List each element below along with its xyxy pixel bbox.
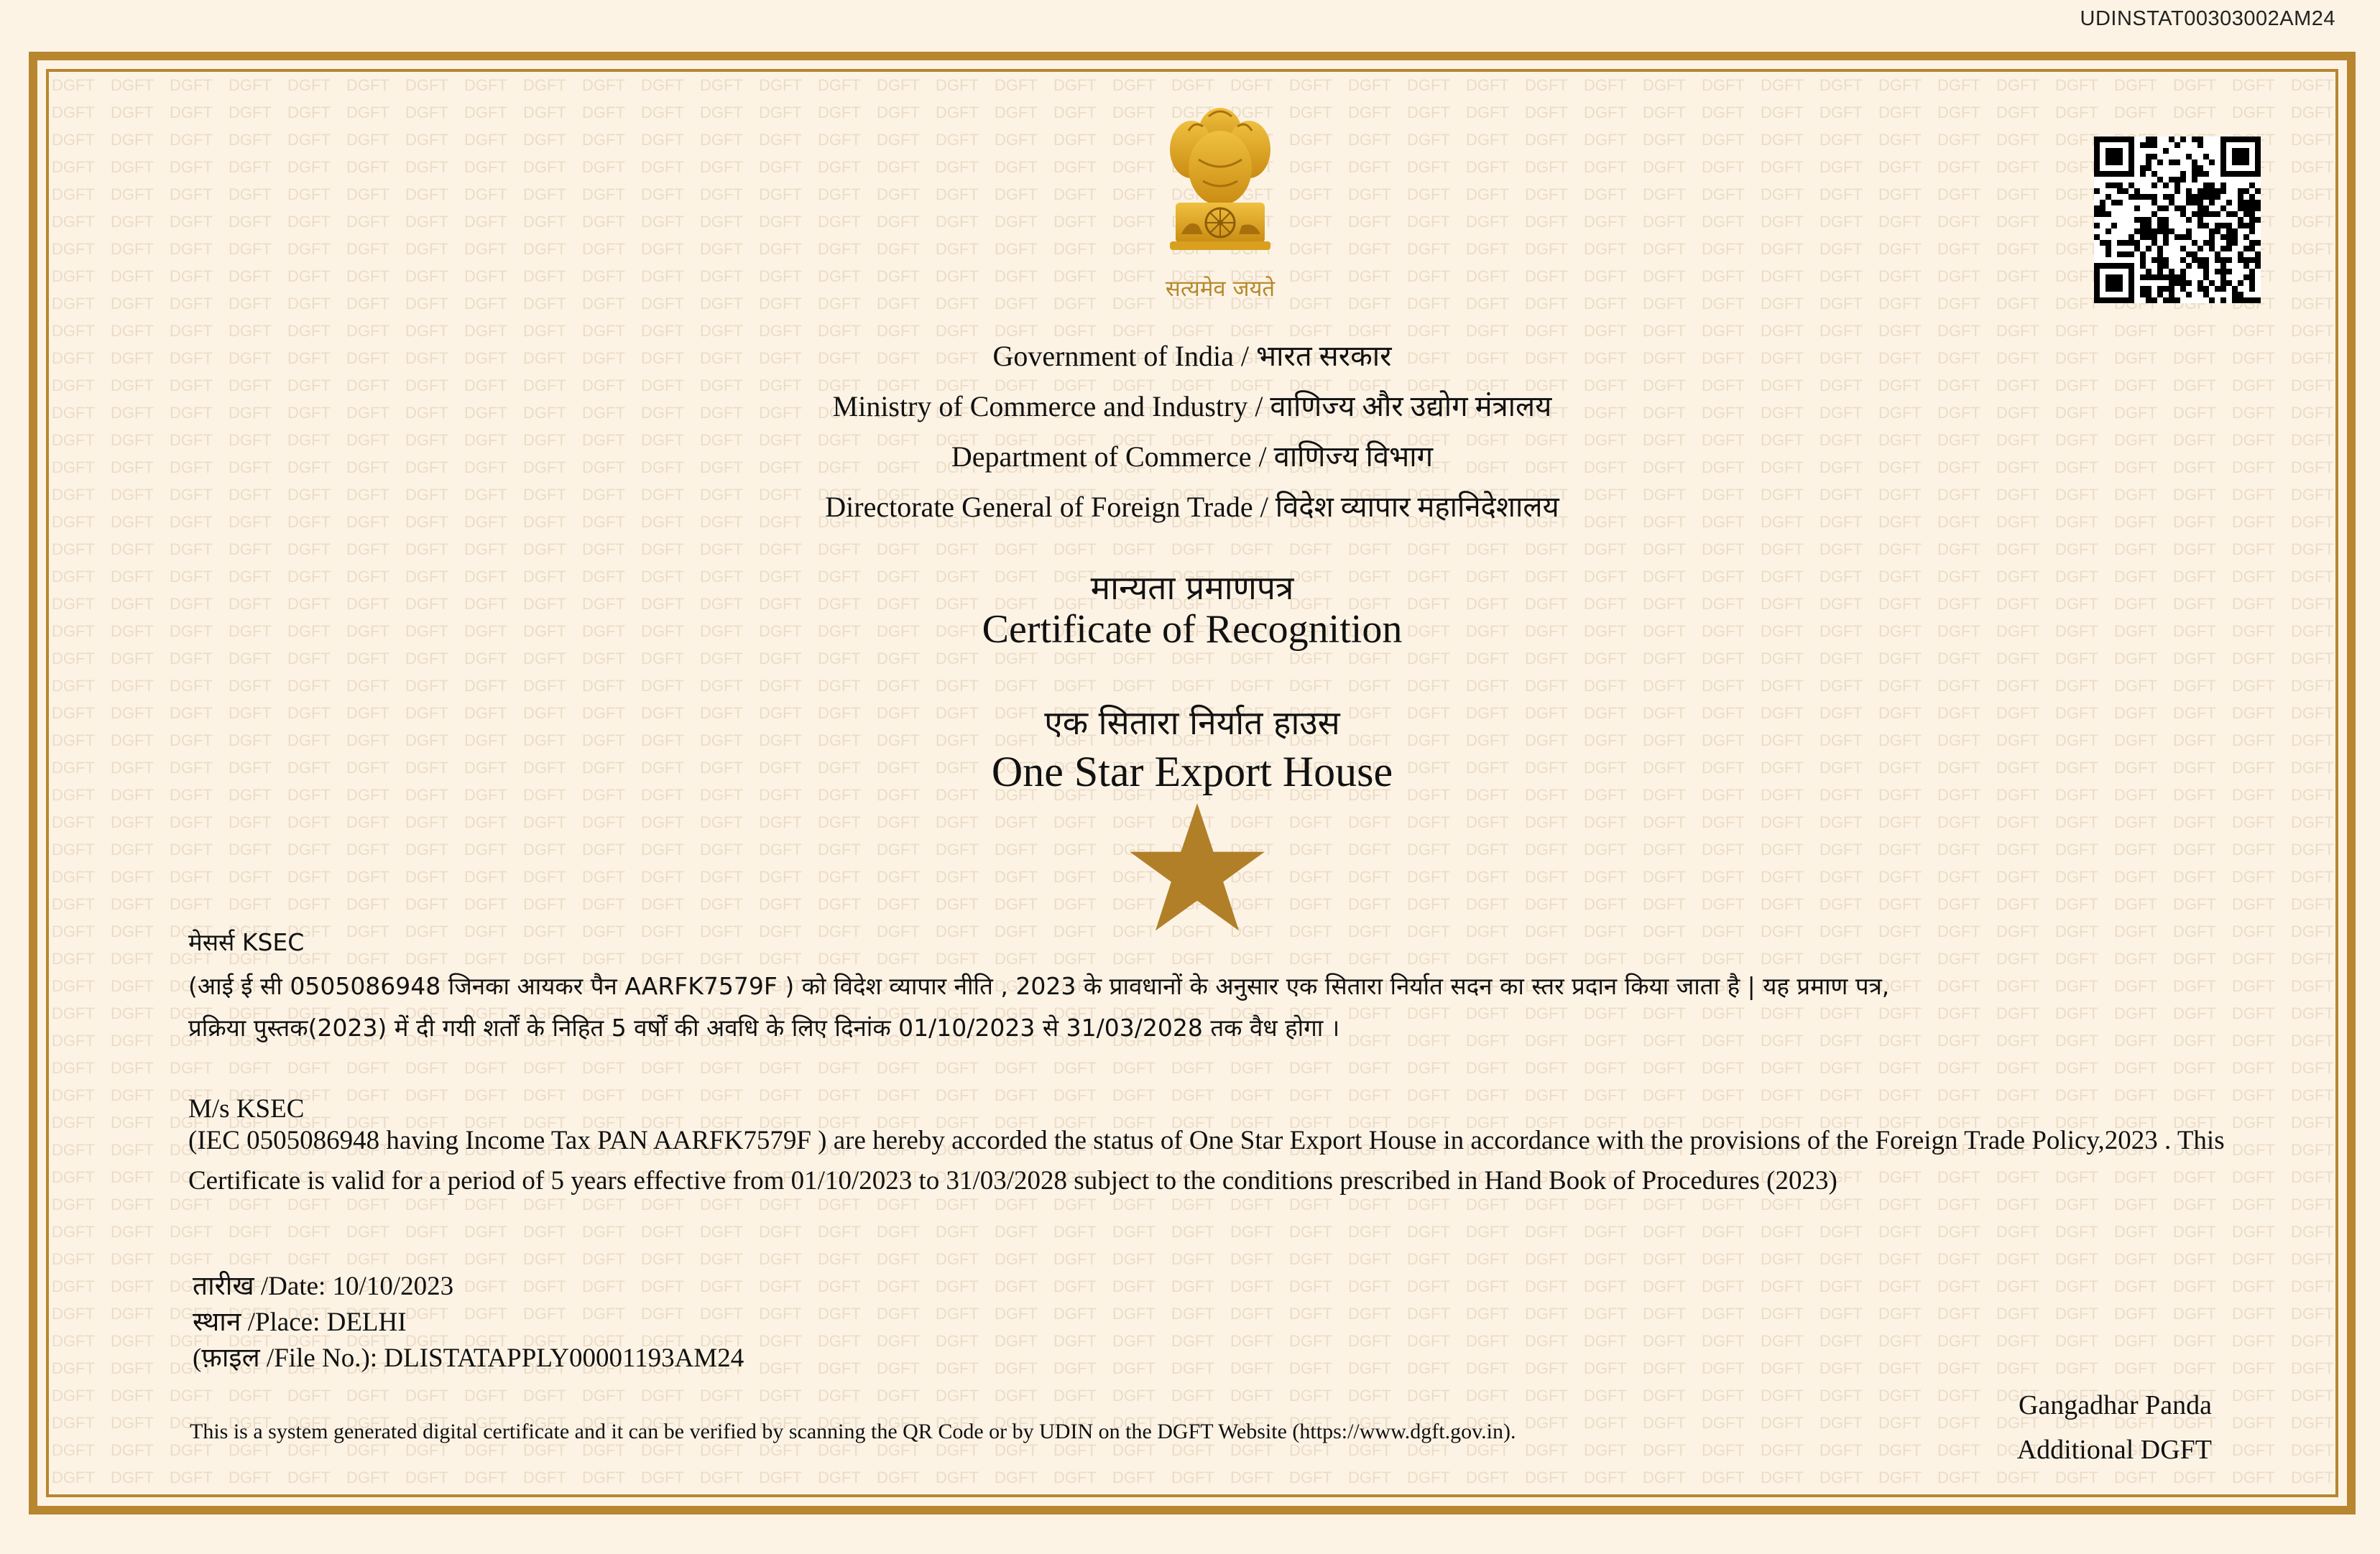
qr-code	[2094, 137, 2261, 303]
header-government: Government of India / भारत सरकार	[992, 340, 1392, 372]
star-icon	[1128, 803, 1266, 934]
certificate-text-hindi	[188, 966, 2256, 1049]
recipient-name-hindi: मेसर्स KSEC	[188, 928, 305, 956]
header-department: Department of Commerce / वाणिज्य विभाग	[951, 440, 1434, 473]
header-directorate: Directorate General of Foreign Trade / विदेश व्यापार महानिदेशालय	[825, 491, 1559, 523]
emblem-motto: सत्यमेव जयते	[1165, 276, 1276, 302]
udin-number: UDINSTAT00303002AM24	[2080, 7, 2335, 30]
certificate-text: (IEC 0505086948 having Income Tax PAN AARFK7579F ) are hereby accorded the status of One Star Export House in accordance with the provisions of the Foreign Trade Policy,2023 . This Certificate is valid for a period of 5 years effective from 01/10/2023 to 31/03/2028 subject to the conditions prescribed in Hand Book of Procedures (2023)	[188, 1126, 2225, 1195]
status-title: One Star Export House	[991, 748, 1393, 795]
certificate-title: Certificate of Recognition	[982, 607, 1403, 652]
certificate-frame	[46, 69, 2338, 1497]
certificate-text-hindi-line2: प्रक्रिया पुस्तक(2023) में दी गयी शर्तों के निहित 5 वर्षों की अवधि के लिए दिनांक 01/10/2023 से 31/03/2028 तक वैध होगा ।	[188, 1014, 1340, 1042]
header-ministry: Ministry of Commerce and Industry / वाणिज्य और उद्योग मंत्रालय	[832, 390, 1552, 422]
signatory-title: Additional DGFT	[2016, 1435, 2212, 1465]
status-title-hindi: एक सितारा निर्यात हाउस	[1044, 703, 1340, 742]
recipient-name: M/s KSEC	[188, 1094, 305, 1124]
file-number: (फ़ाइल /File No.): DLISTATAPPLY00001193AM24	[193, 1343, 744, 1373]
issue-place: स्थान /Place: DELHI	[193, 1308, 407, 1337]
certificate-title-hindi: मान्यता प्रमाणपत्र	[1090, 568, 1294, 607]
signatory-name: Gangadhar Panda	[2018, 1390, 2212, 1420]
issue-date: तारीख /Date: 10/10/2023	[193, 1272, 454, 1301]
certificate-text-hindi-line1: (आई ई सी 0505086948 जिनका आयकर पैन AARFK7579F ) को विदेश व्यापार नीति , 2023 के प्रावधानों के अनुसार एक सितारा निर्यात सदन का स्तर प्रदान किया जाता है | यह प्रमाण पत्र,	[188, 972, 1890, 1000]
verification-note: This is a system generated digital certificate and it can be verified by scanning the QR Code or by UDIN on the DGFT Website (https://www.dgft.gov.in).	[190, 1420, 1516, 1443]
